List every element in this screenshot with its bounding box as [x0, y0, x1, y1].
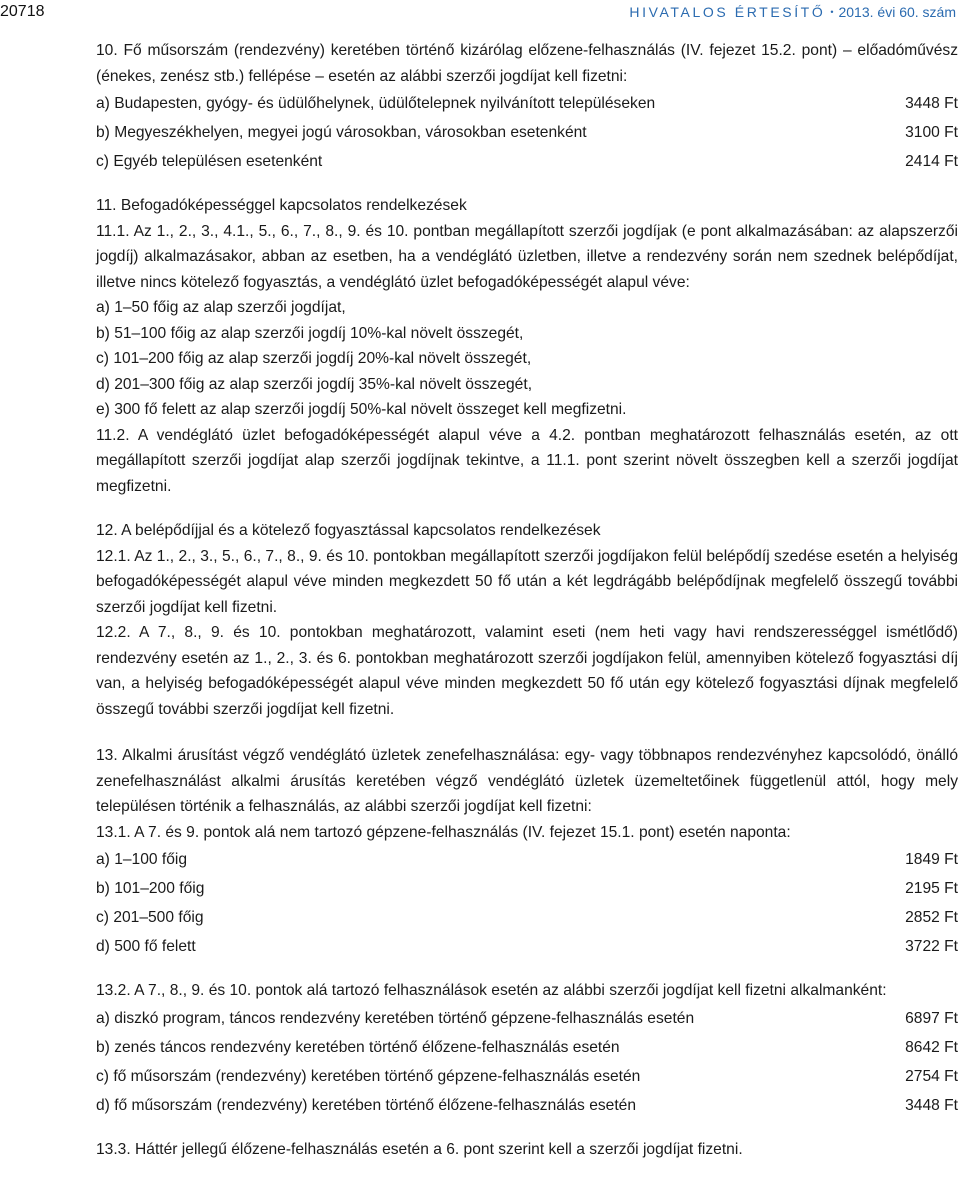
- list-item: d) 201–300 főig az alap szerzői jogdíj 35%-kal növelt összegét,: [96, 375, 533, 393]
- section-11-title: 11. Befogadóképességgel kapcsolatos rendelkezések: [96, 197, 467, 214]
- fee-row: [96, 1062, 958, 1091]
- document-body: [96, 38, 958, 1162]
- fee-row: [96, 1004, 958, 1033]
- fee-label: a) Budapesten, gyógy- és üdülőhelynek, üdülőtelepnek nyilvánított településeken: [96, 95, 656, 112]
- spacer: [96, 722, 958, 743]
- header-separator: •: [830, 7, 834, 17]
- fee-row: [96, 874, 958, 903]
- paragraph-12-1: 12.1. Az 1., 2., 3., 5., 6., 7., 8., 9. és 10. pontokban megállapított szerzői jogdíjakon felül belépődíj szedése esetén a helyiség befogadóképességét alapul véve minden megkezdett 50 fő után a két legdrágább belépődíjnak megfelelő összegű további szerzői jogdíjat kell fizetni.: [96, 547, 958, 616]
- fee-amount: 2414 Ft: [905, 153, 958, 170]
- issue-number: 2013. évi 60. szám: [838, 4, 956, 20]
- fee-row: [96, 147, 958, 176]
- fee-amount: 1849 Ft: [905, 851, 958, 868]
- journal-title: HIVATALOS ÉRTESÍTŐ: [629, 4, 826, 20]
- fee-label: b) 101–200 főig: [96, 880, 205, 897]
- spacer: [96, 1120, 958, 1137]
- spacer: [96, 499, 958, 518]
- page-number: 20718: [0, 3, 45, 20]
- paragraph-13-3: 13.3. Háttér jellegű élőzene-felhasználás esetén a 6. pont szerint kell a szerzői jogdíjat fizetni.: [96, 1140, 743, 1158]
- fee-row: [96, 845, 958, 874]
- paragraph-13-2: 13.2. A 7., 8., 9. és 10. pontok alá tartozó felhasználások esetén az alábbi szerzői jogdíjat kell fizetni alkalmanként:: [96, 982, 887, 999]
- paragraph-12-2: 12.2. A 7., 8., 9. és 10. pontokban meghatározott, valamint eseti (nem heti vagy havi rendszerességgel ismétlődő) rendezvény esetén az 1., 2., 3. és 6. pontokban meghatározott szerzői jogdíjakon felül, amennyiben kötelező fogyasztási díj van, a helyiség befogadóképességét alapul véve minden megkezdett 50 fő után egy kötelező fogyasztási díjnak megfelelő összegű további szerzői jogdíjat kell fizetni.: [96, 624, 958, 718]
- fee-amount: 2754 Ft: [905, 1067, 958, 1085]
- section-13-intro: 13. Alkalmi árusítást végző vendéglátó üzletek zenefelhasználása: egy- vagy többnapos rendezvényhez kapcsolódó, önálló zenefelhasználást alkalmi árusítás keretében végző vendéglátó üzletek üzemeltetőinek függetlenül attól, hogy mely településen történik a felhasználás, az alábbi szerzői jogdíjat kell fizetni:: [96, 747, 958, 815]
- fee-label: b) Megyeszékhelyen, megyei jogú városokban, városokban esetenként: [96, 124, 587, 141]
- section-12-title: 12. A belépődíjjal és a kötelező fogyasztással kapcsolatos rendelkezések: [96, 522, 601, 539]
- list-item: c) 101–200 főig az alap szerzői jogdíj 20%-kal növelt összegét,: [96, 350, 532, 367]
- fee-label: a) 1–100 főig: [96, 851, 188, 868]
- list-item: e) 300 fő felett az alap szerzői jogdíj 50%-kal növelt összeget kell megfizetni.: [96, 401, 627, 418]
- paragraph-13-1: 13.1. A 7. és 9. pontok alá nem tartozó gépzene-felhasználás (IV. fejezet 15.1. pont) esetén naponta:: [96, 823, 791, 841]
- fee-label: c) Egyéb településen esetenként: [96, 153, 323, 170]
- fee-label: d) fő műsorszám (rendezvény) keretében történő élőzene-felhasználás esetén: [96, 1096, 637, 1114]
- paragraph-11-1: 11.1. Az 1., 2., 3., 4.1., 5., 6., 7., 8., 9. és 10. pontban megállapított szerzői jogdíjak (e pont alkalmazásában: az alapszerzői jogdíj) alkalmazásakor, abban az esetben, ha a vendéglátó üzletben, illetve a rendezvény során nem szednek belépődíjat, illetve nincs kötelező fogyasztás, a vendéglátó üzlet befogadóképességét alapul véve:: [96, 222, 958, 291]
- fee-label: b) zenés táncos rendezvény keretében történő élőzene-felhasználás esetén: [96, 1038, 620, 1056]
- fee-label: a) diszkó program, táncos rendezvény keretében történő gépzene-felhasználás esetén: [96, 1009, 695, 1027]
- spacer: [96, 961, 958, 978]
- fee-label: c) 201–500 főig: [96, 909, 204, 926]
- fee-row: [96, 932, 958, 961]
- page-header: [0, 0, 960, 26]
- section-10-text: 10. Fő műsorszám (rendezvény) keretében történő kizárólag előzene-felhasználás (IV. fejezet 15.2. pont) – előadóművész (énekes, zenész stb.) fellépése – esetén az alábbi szerzői jogdíjat kell fizetni:: [96, 42, 958, 85]
- fee-label: c) fő műsorszám (rendezvény) keretében történő gépzene-felhasználás esetén: [96, 1067, 641, 1085]
- journal-header: [629, 4, 956, 20]
- list-item: a) 1–50 főig az alap szerzői jogdíjat,: [96, 299, 346, 316]
- fee-amount: 6897 Ft: [905, 1009, 958, 1027]
- fee-amount: 3100 Ft: [905, 124, 958, 141]
- fee-amount: 8642 Ft: [905, 1038, 958, 1056]
- fee-row: [96, 903, 958, 932]
- fee-amount: 3448 Ft: [905, 95, 958, 112]
- list-item: b) 51–100 főig az alap szerzői jogdíj 10%-kal növelt összegét,: [96, 324, 524, 342]
- spacer: [96, 176, 958, 193]
- fee-row: [96, 118, 958, 147]
- fee-amount: 3448 Ft: [905, 1096, 958, 1114]
- fee-amount: 2195 Ft: [905, 880, 958, 897]
- fee-amount: 3722 Ft: [905, 938, 958, 955]
- fee-row: [96, 1091, 958, 1120]
- fee-label: d) 500 fő felett: [96, 938, 196, 955]
- fee-amount: 2852 Ft: [905, 909, 958, 926]
- paragraph-11-2: 11.2. A vendéglátó üzlet befogadóképességét alapul véve a 4.2. pontban meghatározott felhasználás esetén, az ott megállapított szerzői jogdíjat alap szerzői jogdíjnak tekintve, a 11.1. pont szerint növelt összegben kell a szerzői jogdíjat megfizetni.: [96, 426, 958, 495]
- fee-row: [96, 89, 958, 118]
- fee-row: [96, 1033, 958, 1062]
